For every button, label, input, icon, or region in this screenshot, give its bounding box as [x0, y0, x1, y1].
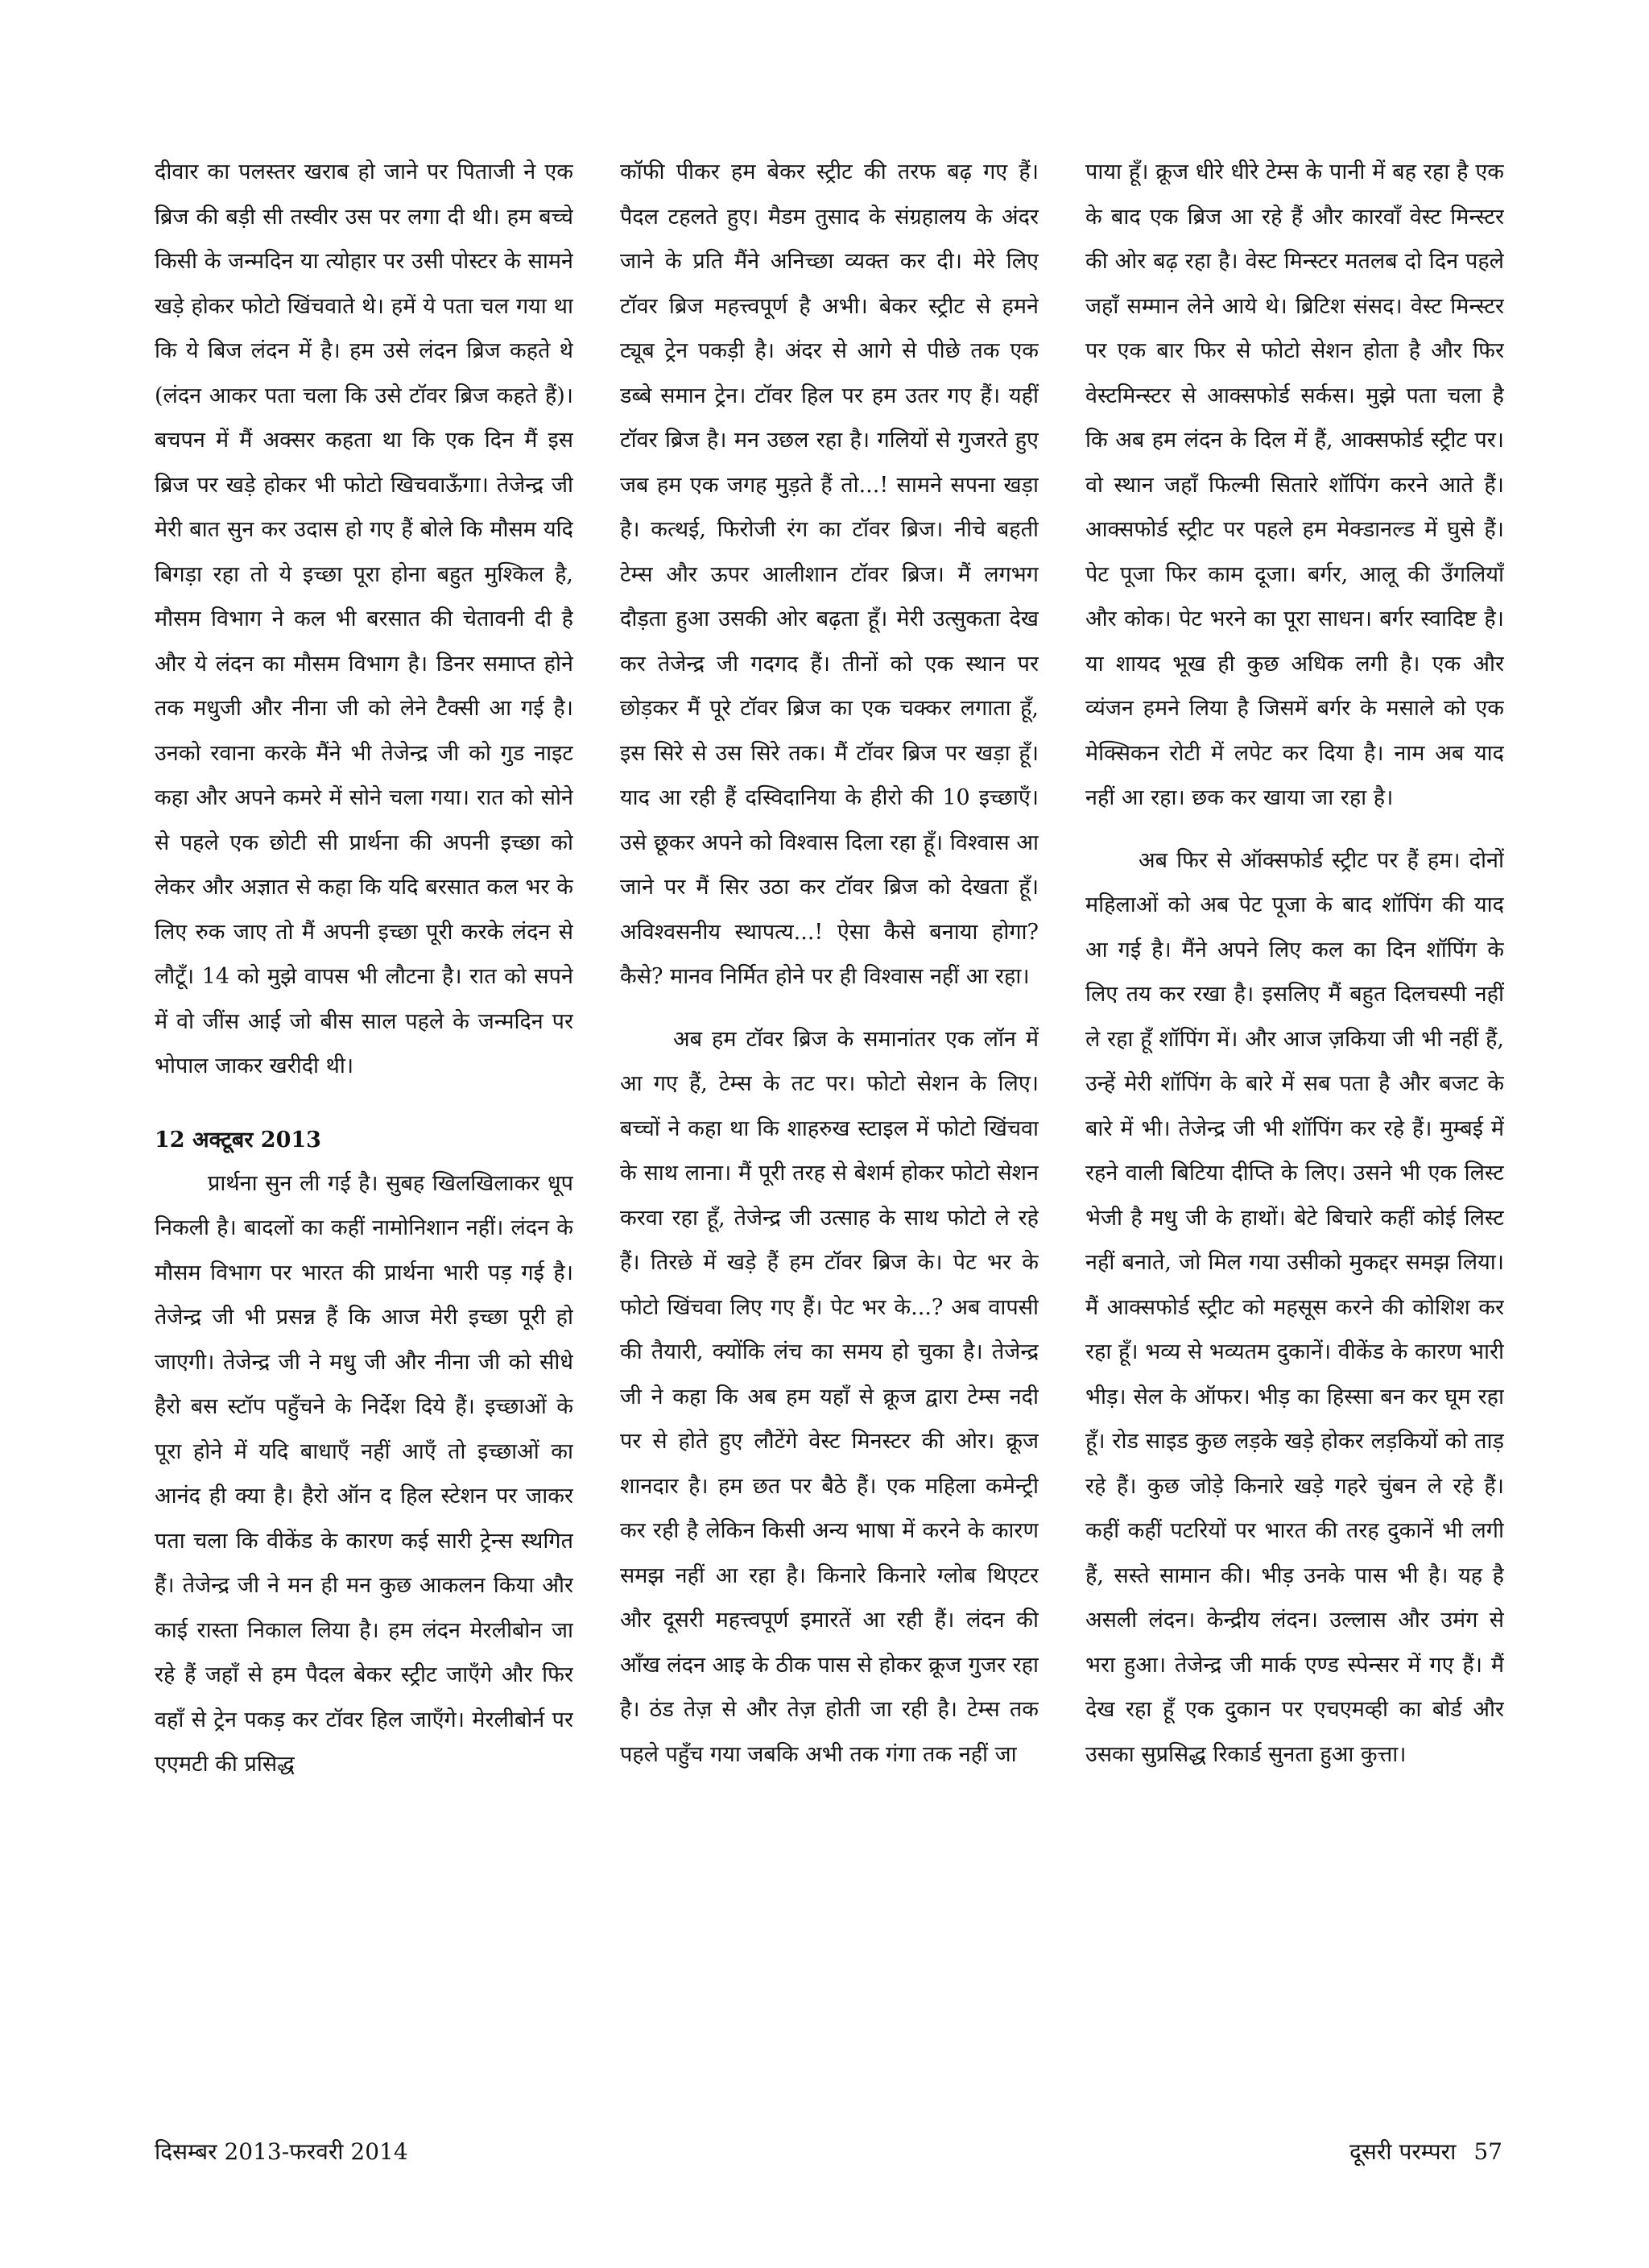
paragraph: प्रार्थना सुन ली गई है। सुबह खिलखिलाकर धूप निकली है। बादलों का कहीं नामोनिशान नहीं। लंदन के मौसम विभाग पर भारत की प्रार्थना भारी पड़ गई है। तेजेन्द्र जी भी प्रसन्न हैं कि आज मेरी इच्छा पूरी हो जाएगी। तेजेन्द्र जी ने मधु जी और नीना जी को सीधे हैरो बस स्टॉप पहुँचने के निर्देश दिये हैं। इच्छाओं के पूरा होने में यदि बाधाएँ नहीं आएँ तो इच्छाओं का आनंद ही क्या है। हैरो ऑन द हिल स्टेशन पर जाकर पता चला कि वीकेंड के कारण कई सारी ट्रेन्स स्थगित हैं। तेजेन्द्र जी ने मन ही मन कुछ आकलन किया और काई रास्ता निकाल लिया है। हम लंदन मेरलीबोन जा रहे हैं जहाँ से हम पैदल बेकर स्ट्रीट जाएँगे और फिर वहाँ से ट्रेन पकड़ कर टॉवर हिल जाएँगे। मेरलीबोर्न पर एएमटी की प्रसिद्ध — [155, 1170, 573, 1777]
magazine-name: दूसरी परम्परा — [1349, 2138, 1457, 2165]
footer-magazine — [1349, 2136, 1502, 2168]
text-column-1 — [155, 150, 573, 2107]
text-column-3 — [1085, 150, 1504, 2107]
paragraph: दीवार का पलस्तर खराब हो जाने पर पिताजी ने एक ब्रिज की बड़ी सी तस्वीर उस पर लगा दी थी। हम बच्चे किसी के जन्मदिन या त्योहार पर उसी पोस्टर के सामने खड़े होकर फोटो खिंचवाते थे। हमें ये पता चल गया था कि ये बिज लंदन में है। हम उसे लंदन ब्रिज कहते थे (लंदन आकर पता चला कि उसे टॉवर ब्रिज कहते हैं)। बचपन में मैं अक्सर कहता था कि एक दिन मैं इस ब्रिज पर खड़े होकर भी फोटो खिचवाऊँगा। तेजेन्द्र जी मेरी बात सुन कर उदास हो गए हैं बोले कि मौसम यदि बिगड़ा रहा तो ये इच्छा पूरा होना बहुत मुश्किल है, मौसम विभाग ने कल भी बरसात की चेतावनी दी है और ये लंदन का मौसम विभाग है। डिनर समाप्त होने तक मधुजी और नीना जी को लेने टैक्सी आ गई है। उनको रवाना करके मैंने भी तेजेन्द्र जी को गुड नाइट कहा और अपने कमरे में सोने चला गया। रात को सोने से पहले एक छोटी सी प्रार्थना की अपनी इच्छा को लेकर और अज्ञात से कहा कि यदि बरसात कल भर के लिए रुक जाए तो मैं अपनी इच्छा पूरी करके लंदन से लौटूँ। 14 को मुझे वापस भी लौटना है। रात को सपने में वो जींस आई जो बीस साल पहले के जन्मदिन पर भोपाल जाकर खरीदी थी। — [155, 159, 573, 1078]
paragraph: अब हम टॉवर ब्रिज के समानांतर एक लॉन में आ गए हैं, टेम्स के तट पर। फोटो सेशन के लिए। बच्चों ने कहा था कि शाहरुख स्टाइल में फोटो खिंचवा के साथ लाना। मैं पूरी तरह से बेशर्म होकर फोटो सेशन करवा रहा हूँ, तेजेन्द्र जी उत्साह के साथ फोटो ले रहे हैं। तिरछे में खड़े हैं हम टॉवर ब्रिज के। पेट भर के फोटो खिंचवा लिए गए हैं। पेट भर के...? अब वापसी की तैयारी, क्योंकि लंच का समय हो चुका है। तेजेन्द्र जी ने कहा कि अब हम यहाँ से क्रूज द्वारा टेम्स नदी पर से होते हुए लौटेंगे वेस्ट मिनस्टर की ओर। क्रूज शानदार है। हम छत पर बैठे हैं। एक महिला कमेन्ट्री कर रही है लेकिन किसी अन्य भाषा में करने के कारण समझ नहीं आ रहा है। किनारे किनारे ग्लोब थिएटर और दूसरी महत्त्वपूर्ण इमारतें आ रही हैं। लंदन की आँख लंदन आइ के ठीक पास से होकर क्रूज गुजर रहा है। ठंड तेज़ से और तेज़ होती जा रही है। टेम्स तक पहले पहुँच गया जबकि अभी तक गंगा तक नहीं जा — [620, 1026, 1039, 1767]
footer-issue-date — [155, 2136, 408, 2168]
page-number: 57 — [1473, 2138, 1502, 2165]
paragraph: अब फिर से ऑक्सफोर्ड स्ट्रीट पर हैं हम। दोनों महिलाओं को अब पेट पूजा के बाद शॉपिंग की याद आ गई है। मैंने अपने लिए कल का दिन शॉपिंग के लिए तय कर रखा है। इसलिए मैं बहुत दिलचस्पी नहीं ले रहा हूँ शॉपिंग में। और आज ज़किया जी भी नहीं हैं, उन्हें मेरी शॉपिंग के बारे में सब पता है और बजट के बारे में भी। तेजेन्द्र जी भी शॉपिंग कर रहे हैं। मुम्बई में रहने वाली बिटिया दीप्ति के लिए। उसने भी एक लिस्ट भेजी है मधु जी के हाथों। बेटे बिचारे कहीं कोई लिस्ट नहीं बनाते, जो मिल गया उसीको मुकद्दर समझ लिया। मैं आक्सफोर्ड स्ट्रीट को महसूस करने की कोशिश कर रहा हूँ। भव्य से भव्यतम दुकानें। वीकेंड के कारण भारी भीड़। सेल के ऑफर। भीड़ का हिस्सा बन कर घूम रहा हूँ। रोड साइड कुछ लड़के खड़े होकर लड़कियों को ताड़ रहे हैं। कुछ जोड़े किनारे खड़े गहरे चुंबन ले रहे हैं। कहीं कहीं पटरियों पर भारत की तरह दुकानें भी लगी हैं, सस्ते सामान की। भीड़ उनके पास भी है। यह है असली लंदन। केन्द्रीय लंदन। उल्लास और उमंग से भरा हुआ। तेजेन्द्र जी मार्क एण्ड स्पेन्सर में गए हैं। मैं देख रहा हूँ एक दुकान पर एचएमव्ही का बोर्ड और उसका सुप्रसिद्ध रिकार्ड सुनता हुआ कुत्ता। — [1085, 847, 1504, 1767]
paragraph: पाया हूँ। क्रूज धीरे धीरे टेम्स के पानी में बह रहा है एक के बाद एक ब्रिज आ रहे हैं और कारवाँ वेस्ट मिन्स्टर की ओर बढ़ रहा है। वेस्ट मिन्स्टर मतलब दो दिन पहले जहाँ सम्मान लेने आये थे। ब्रिटिश संसद। वेस्ट मिन्स्टर पर एक बार फिर से फोटो सेशन होता है और फिर वेस्टमिन्स्टर से आक्सफोर्ड सर्कस। मुझे पता चला है कि अब हम लंदन के दिल में हैं, आक्सफोर्ड स्ट्रीट पर। वो स्थान जहाँ फिल्मी सितारे शॉपिंग करने आते हैं। आक्सफोर्ड स्ट्रीट पर पहले हम मेक्डानल्ड में घुसे हैं। पेट पूजा फिर काम दूजा। बर्गर, आलू की उँगलियाँ और कोक। पेट भरने का पूरा साधन। बर्गर स्वादिष्ट है। या शायद भूख ही कुछ अधिक लगी है। एक और व्यंजन हमने लिया है जिसमें बर्गर के मसाले को एक मेक्सिकन रोटी में लपेट कर दिया है। नाम अब याद नहीं आ रहा। छक कर खाया जा रहा है। — [1085, 159, 1504, 810]
text-column-2 — [620, 150, 1039, 2107]
paragraph: कॉफी पीकर हम बेकर स्ट्रीट की तरफ बढ़ गए हैं। पैदल टहलते हुए। मैडम तुसाद के संग्रहालय के अंदर जाने के प्रति मैंने अनिच्छा व्यक्त कर दी। मेरे लिए टॉवर ब्रिज महत्त्वपूर्ण है अभी। बेकर स्ट्रीट से हमने ट्यूब ट्रेन पकड़ी है। अंदर से आगे से पीछे तक एक डब्बे समान ट्रेन। टॉवर हिल पर हम उतर गए हैं। यहीं टॉवर ब्रिज है। मन उछल रहा है। गलियों से गुजरते हुए जब हम एक जगह मुड़ते हैं तो...! सामने सपना खड़ा है। कत्थई, फिरोजी रंग का टॉवर ब्रिज। नीचे बहती टेम्स और ऊपर आलीशान टॉवर ब्रिज। मैं लगभग दौड़ता हुआ उसकी ओर बढ़ता हूँ। मेरी उत्सुकता देख कर तेजेन्द्र जी गदगद हैं। तीनों को एक स्थान पर छोड़कर मैं पूरे टॉवर ब्रिज का एक चक्कर लगाता हूँ, इस सिरे से उस सिरे तक। मैं टॉवर ब्रिज पर खड़ा हूँ। याद आ रही हैं दस्विदानिया के हीरो की 10 इच्छाएँ। उसे छूकर अपने को विश्वास दिला रहा हूँ। विश्वास आ जाने पर मैं सिर उठा कर टॉवर ब्रिज को देखता हूँ। अविश्वसनीय स्थापत्य...! ऐसा कैसे बनाया होगा? कैसे? मानव निर्मित होने पर ही विश्वास नहीं आ रहा। — [620, 159, 1039, 989]
date-heading: 12 अक्टूबर 2013 — [155, 1127, 321, 1153]
issue-date: दिसम्बर 2013-फरवरी 2014 — [155, 2138, 408, 2165]
